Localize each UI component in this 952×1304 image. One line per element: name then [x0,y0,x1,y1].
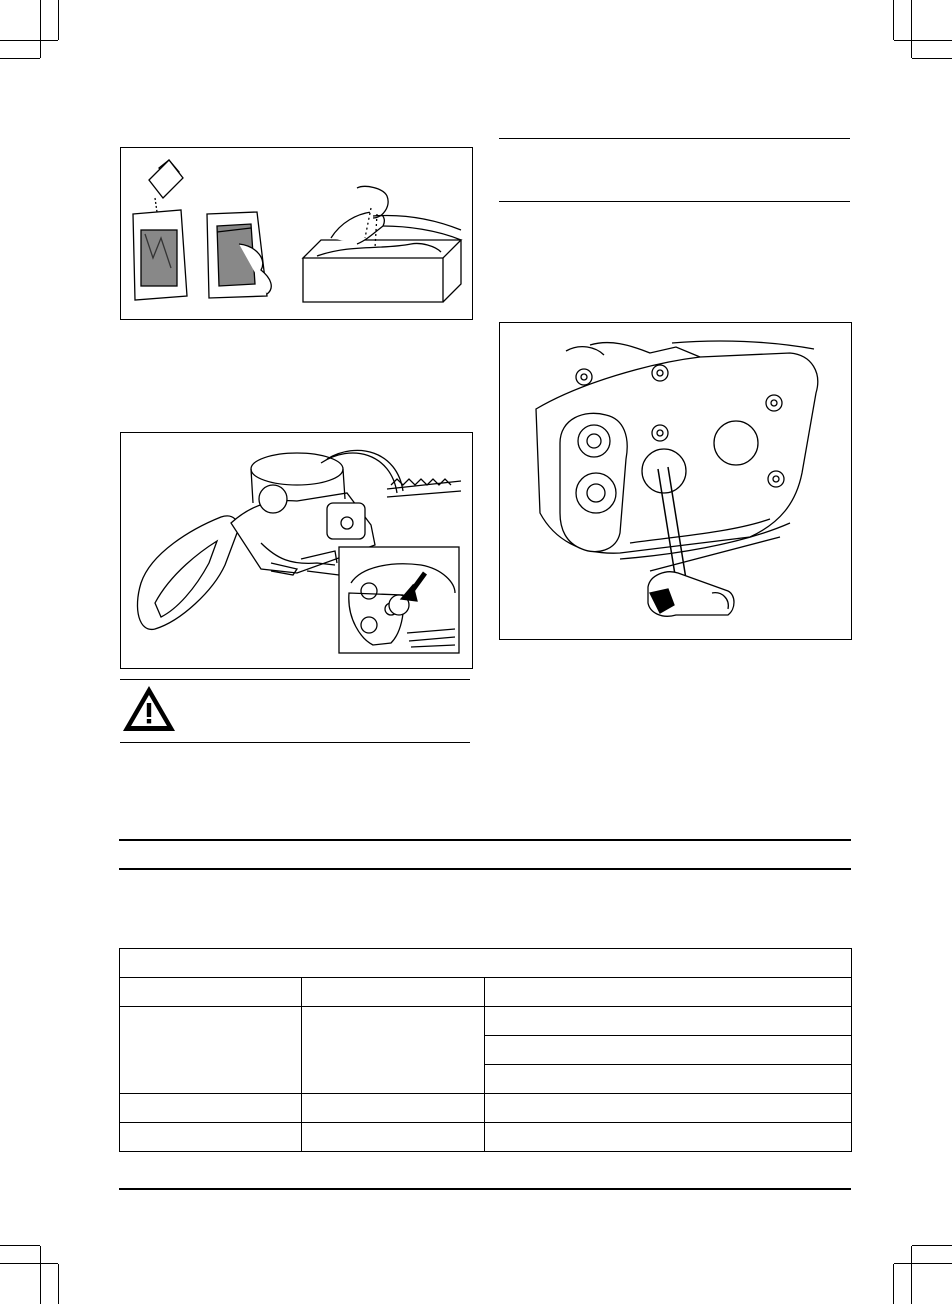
warning-top-rule [120,679,470,680]
socket-wrench-on-gearbox-illustration-icon [500,323,851,639]
figure-filter-oiling [120,147,473,320]
figure-gearbox-grease-nipple [120,432,473,669]
table-title-row [120,949,852,978]
warning-bottom-rule [120,742,470,743]
table-cell [485,1123,852,1152]
section-bottom-rule [119,868,851,870]
warning-block [120,683,180,735]
table-cell [485,1065,852,1094]
table-title-cell [120,949,852,978]
table-cell [302,1007,485,1094]
table-cell [302,1123,485,1152]
maintenance-table [119,948,852,1152]
right-column-top-rule [499,138,850,139]
warning-triangle-icon [120,683,178,735]
table-header-cell [485,978,852,1007]
table-cell [120,1123,302,1152]
figure-gearbox-socket-wrench [499,322,852,640]
table-cell [302,1094,485,1123]
table-row [120,1007,852,1036]
table-cell [485,1094,852,1123]
table-header-row [120,978,852,1007]
table-header-cell [302,978,485,1007]
hedge-trimmer-gearbox-grease-nipple-illustration-icon [121,433,472,668]
table-header-cell [120,978,302,1007]
footer-rule [119,1188,851,1190]
table-cell [120,1007,302,1094]
table-row [120,1123,852,1152]
table-cell [485,1036,852,1065]
table-cell [485,1007,852,1036]
section-top-rule [119,839,851,841]
table-cell [120,1094,302,1123]
table-row [120,1094,852,1123]
dry-filter-in-bag-illustration-icon [121,148,472,319]
right-column-bottom-rule [499,201,850,202]
